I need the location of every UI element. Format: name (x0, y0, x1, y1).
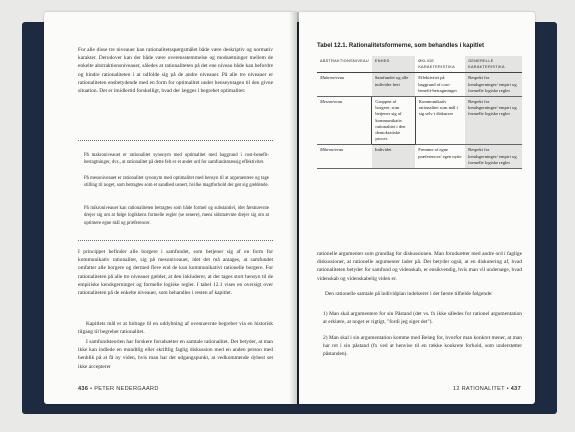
header-unit: ENHED (372, 56, 415, 73)
cell: Respekt for kendsgerninger/ empiri og formelle logiske regler (465, 73, 522, 97)
table-title: Tabel 12.1. Rationalitetsformerne, som behandles i kapitlet (317, 43, 484, 49)
page-number-right: 437 (510, 386, 521, 392)
table-header-row (317, 56, 522, 73)
cell: Respekt for kendsgerninger/ empiri og formelle logiske regler (465, 97, 522, 145)
page-number-left: 436 (78, 386, 89, 392)
numbered-item-2: 2) Man skal i sin argumentation komme med Belæg for, hvorfor man konkret mener, at man har ret i sin påstand (fx ved at henvise til en række konkrete forhold, som understøtter påstanden). (323, 335, 522, 358)
bullet-item-2: På mesoniveauet er rationalitet synonym med optimalitet med hensyn til at argumentere og tage stilling til noget, som betragtes som et sandhed usnert, hvilke magtforhold der gør sig gældende. (84, 176, 269, 189)
right-folio: 12 RATIONALITET • 437 (452, 386, 521, 392)
box-bottom-rule (78, 240, 273, 241)
left-folio: 436 • PETER NEDERGAARD (78, 386, 159, 392)
left-paragraph-4: I samfundsteorien har forskere forudsætter en samtale rationalitet. Det betyder, at man ikke kan indlede en mundtlig eller skriftlig faglig diskussion med en anden person med henblik på at få ny viden, hvis man har det udgangspunkt, at vedkommende dybest set ikke accepterer (78, 339, 273, 370)
table-row (317, 145, 522, 169)
cell: Effektivitet på baggrund af cost-benefit-betragtninger (415, 73, 465, 97)
chapter-number: 12 (452, 386, 460, 392)
cell: Kommunikativ rationalitet som mål i sig selv i diskurser (415, 97, 465, 145)
cell: Mikroniveau (317, 145, 372, 169)
open-book (8, 6, 569, 420)
header-specific: ØKLIGE KARAKTERISTIKA (415, 56, 465, 73)
cell: Makroniveau (317, 73, 372, 97)
rationality-table (317, 56, 522, 169)
cell: Respekt for kendsgerninger/ empiri og formelle logiske regler (465, 145, 522, 169)
table-row (317, 97, 522, 145)
author-name: PETER NEDERGAARD (94, 386, 159, 392)
left-paragraph-1: For alle disse tre niveauer kan rationalitetsspørgsmålet både være deskriptiv og normativ karakter. Derudover kan der både være overensstemmelse og modsætninger mellem de enkelte abstraktionsniveauer, således at rationaliteten på det ene niveau både kan befordre og hindre rationaliteten i at udfolde sig på de andre niveauer. På alle tre niveauer er rationaliteten ensbetydende med en form for optimalitet under henseyntagen til den givne situation. Det er imidlertid forskelligt, hvad der lægges i begrebet optimalitet: (78, 47, 273, 95)
left-page (44, 12, 297, 404)
bullet-item-1: På makroniveauet er rationalitet synonym med optimalitet med baggrund i cost-benefit-betragtninger, dvs., at rationalitet på dette felt er et andet ord for samfundsmæssig effektivitet. (84, 153, 269, 166)
cell: Fremme af egne præferencer/ egen nytte (415, 145, 465, 169)
header-level: ABSTRAKTIONSNIVEAU (317, 56, 372, 73)
table-row (317, 73, 522, 97)
left-paragraph-3: Kapitlets mål er at bidrage til en uddybning af ovennævnte begreber via en historisk tilgang til begrebet rationalitet. (78, 321, 273, 336)
chapter-title: RATIONALITET (461, 386, 505, 392)
right-page (299, 12, 535, 404)
numbered-item-1: 1) Man skal argumentere for sin Påstand (det vs. fx ikke således for rationel argumentation at erklære, at noget er rigtigt, "fordi jeg siger det"). (323, 311, 522, 326)
header-general: GENERELLE KARAKTERISTIKA (465, 56, 522, 73)
bullet-item-3: På mikroniveauet kan rationaliteten betragtes som både formel og substantiel, idet førstnævnte drejer sig om at følge logikkens formelle regler (se senere), mens sidstnævnte drejer sig om at optimere egne mål og præferencer. (84, 206, 269, 226)
right-paragraph-2: Den rationelle samtale på individplan indebærer i det første tilfælde følgende: (325, 291, 493, 297)
cell: Samfundet og alle individer heri (372, 73, 415, 97)
box-top-rule (78, 140, 273, 141)
cell: Gruppen af borgere, som betjener sig af kommunikativ rationalitet i den demokratiske proces (372, 97, 415, 145)
cell: Mesoniveau (317, 97, 372, 145)
right-paragraph-1: rationelle argumenter som grundlag for diskussionen. Man forudsætter med andre ord i faglige diskussioner, at rationelle argumenter lader på. Det betyder også, at en diskutering af, hvad rationaliteten betyder for samfund og videnskab, er ensikvendig, hvis man vil undersøge, hvad videnskab og videnskabelig viden er. (317, 251, 522, 282)
cell: Individet (372, 145, 415, 169)
left-paragraph-2: I princippet befinder alle borgere i samfundet, som betjener sig af en form for kommunikativ rationalitet, sig på mesoniveauet, idet det må antages, at samfundet omfatter alle borgere og dermed flere end de kun kommunikativt rationelle borgere. For rationaliteten på alle tre niveauer gælder, at den inkluderer, at der tages stort hensyn til de empiriske kendsgerninger og formelle logiske regler. I tabel 12.1 vises en oversigt over rationaliteten på de enkelte niveauer, som behandles i resten af kapitlet. (78, 249, 273, 297)
